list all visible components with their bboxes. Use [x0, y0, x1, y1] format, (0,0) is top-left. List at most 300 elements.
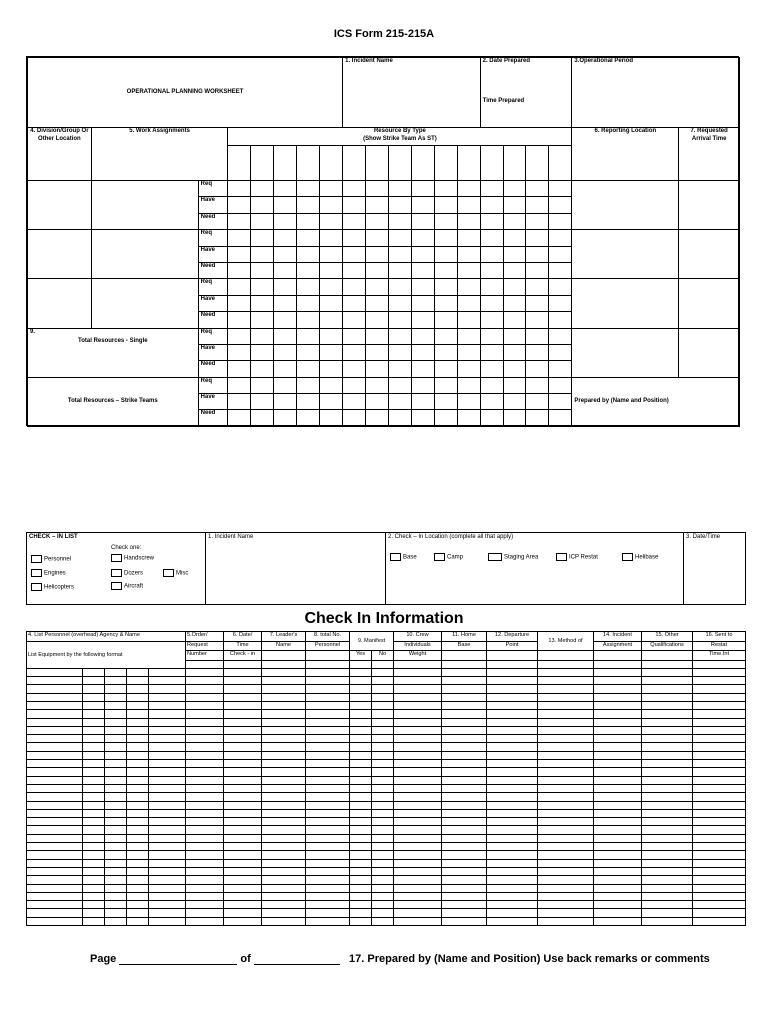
entry-cell[interactable]: [538, 843, 594, 851]
entry-cell[interactable]: [186, 892, 224, 900]
misc-checkbox[interactable]: [163, 569, 174, 577]
option-misc[interactable]: [163, 569, 188, 578]
entry-cell[interactable]: [105, 917, 127, 925]
entry-cell[interactable]: [186, 784, 224, 792]
resource-count-cell[interactable]: [228, 279, 251, 295]
resource-count-cell[interactable]: [503, 279, 526, 295]
entry-cell[interactable]: [224, 668, 262, 676]
resource-count-cell[interactable]: [411, 295, 434, 311]
entry-cell[interactable]: [693, 818, 746, 826]
entry-cell[interactable]: [442, 793, 487, 801]
resource-count-cell[interactable]: [388, 262, 411, 278]
entry-cell[interactable]: [442, 801, 487, 809]
option-dozers[interactable]: [111, 569, 143, 578]
resource-count-cell[interactable]: [549, 246, 572, 262]
entry-cell[interactable]: [642, 818, 693, 826]
resource-count-cell[interactable]: [411, 394, 434, 410]
resource-count-cell[interactable]: [228, 213, 251, 229]
entry-cell[interactable]: [149, 677, 186, 685]
resource-count-cell[interactable]: [549, 279, 572, 295]
entry-cell[interactable]: [186, 701, 224, 709]
resource-count-cell[interactable]: [366, 377, 389, 393]
resource-count-cell[interactable]: [251, 279, 274, 295]
entry-cell[interactable]: [487, 884, 538, 892]
entry-cell[interactable]: [394, 809, 442, 817]
entry-cell[interactable]: [594, 710, 642, 718]
location-helibase[interactable]: [622, 553, 658, 562]
entry-cell[interactable]: [127, 760, 149, 768]
resource-count-cell[interactable]: [320, 197, 343, 213]
division-cell[interactable]: [28, 181, 92, 230]
entry-cell[interactable]: [149, 834, 186, 842]
entry-cell[interactable]: [262, 685, 306, 693]
resource-count-cell[interactable]: [366, 410, 389, 426]
entry-cell[interactable]: [105, 726, 127, 734]
entry-cell[interactable]: [149, 884, 186, 892]
resource-count-cell[interactable]: [457, 230, 480, 246]
helibase-checkbox[interactable]: [622, 553, 633, 561]
resource-count-cell[interactable]: [503, 410, 526, 426]
option-engines[interactable]: [31, 569, 66, 578]
entry-cell[interactable]: [372, 718, 394, 726]
entry-cell[interactable]: [594, 901, 642, 909]
entry-cell[interactable]: [186, 735, 224, 743]
resource-count-cell[interactable]: [549, 197, 572, 213]
entry-cell[interactable]: [594, 751, 642, 759]
entry-cell[interactable]: [538, 901, 594, 909]
entry-cell[interactable]: [442, 909, 487, 917]
resource-count-cell[interactable]: [388, 279, 411, 295]
entry-cell[interactable]: [105, 677, 127, 685]
work-assignment-cell[interactable]: [91, 230, 198, 279]
entry-cell[interactable]: [149, 735, 186, 743]
entry-cell[interactable]: [350, 867, 372, 875]
entry-cell[interactable]: [262, 876, 306, 884]
entry-cell[interactable]: [693, 892, 746, 900]
entry-cell[interactable]: [594, 909, 642, 917]
entry-cell[interactable]: [538, 751, 594, 759]
entry-cell[interactable]: [594, 801, 642, 809]
entry-cell[interactable]: [83, 884, 105, 892]
entry-cell[interactable]: [394, 685, 442, 693]
entry-cell[interactable]: [350, 784, 372, 792]
entry-cell[interactable]: [350, 859, 372, 867]
arrival-time-cell[interactable]: [679, 181, 740, 230]
resource-count-cell[interactable]: [457, 295, 480, 311]
entry-cell[interactable]: [372, 834, 394, 842]
resource-count-cell[interactable]: [411, 328, 434, 344]
entry-cell[interactable]: [127, 776, 149, 784]
entry-cell[interactable]: [262, 768, 306, 776]
entry-cell[interactable]: [83, 726, 105, 734]
entry-cell[interactable]: [594, 768, 642, 776]
resource-count-cell[interactable]: [320, 377, 343, 393]
entry-cell[interactable]: [693, 909, 746, 917]
entry-cell[interactable]: [487, 677, 538, 685]
entry-cell[interactable]: [487, 809, 538, 817]
resource-count-cell[interactable]: [343, 295, 366, 311]
entry-cell[interactable]: [83, 876, 105, 884]
resource-count-cell[interactable]: [434, 394, 457, 410]
arrival-time-cell[interactable]: [679, 328, 740, 377]
entry-cell[interactable]: [394, 701, 442, 709]
entry-cell[interactable]: [149, 901, 186, 909]
entry-cell[interactable]: [487, 793, 538, 801]
entry-cell[interactable]: [262, 693, 306, 701]
entry-cell[interactable]: [442, 768, 487, 776]
entry-cell[interactable]: [487, 876, 538, 884]
resource-count-cell[interactable]: [320, 246, 343, 262]
entry-cell[interactable]: [27, 726, 83, 734]
entry-cell[interactable]: [83, 851, 105, 859]
resource-count-cell[interactable]: [251, 181, 274, 197]
entry-cell[interactable]: [538, 743, 594, 751]
resource-count-cell[interactable]: [320, 312, 343, 328]
entry-cell[interactable]: [594, 809, 642, 817]
entry-cell[interactable]: [186, 843, 224, 851]
entry-cell[interactable]: [27, 859, 83, 867]
entry-cell[interactable]: [306, 726, 350, 734]
entry-cell[interactable]: [306, 834, 350, 842]
entry-cell[interactable]: [594, 818, 642, 826]
entry-cell[interactable]: [594, 743, 642, 751]
resource-count-cell[interactable]: [251, 344, 274, 360]
entry-cell[interactable]: [27, 685, 83, 693]
entry-cell[interactable]: [127, 876, 149, 884]
resource-count-cell[interactable]: [503, 377, 526, 393]
resource-count-cell[interactable]: [549, 295, 572, 311]
entry-cell[interactable]: [27, 801, 83, 809]
entry-cell[interactable]: [594, 859, 642, 867]
entry-cell[interactable]: [105, 867, 127, 875]
resource-count-cell[interactable]: [366, 279, 389, 295]
entry-cell[interactable]: [487, 743, 538, 751]
resource-count-cell[interactable]: [503, 344, 526, 360]
entry-cell[interactable]: [262, 826, 306, 834]
entry-cell[interactable]: [262, 851, 306, 859]
entry-cell[interactable]: [372, 909, 394, 917]
entry-cell[interactable]: [442, 901, 487, 909]
resource-count-cell[interactable]: [297, 181, 320, 197]
resource-count-cell[interactable]: [549, 361, 572, 377]
resource-count-cell[interactable]: [503, 312, 526, 328]
resource-count-cell[interactable]: [480, 230, 503, 246]
entry-cell[interactable]: [642, 884, 693, 892]
resource-count-cell[interactable]: [411, 246, 434, 262]
arrival-time-cell[interactable]: [679, 279, 740, 328]
entry-cell[interactable]: [105, 776, 127, 784]
entry-cell[interactable]: [105, 710, 127, 718]
dozers-checkbox[interactable]: [111, 569, 122, 577]
entry-cell[interactable]: [372, 660, 394, 668]
entry-cell[interactable]: [224, 735, 262, 743]
entry-cell[interactable]: [224, 743, 262, 751]
entry-cell[interactable]: [487, 718, 538, 726]
entry-cell[interactable]: [306, 685, 350, 693]
resource-type-cell[interactable]: [480, 146, 503, 181]
entry-cell[interactable]: [186, 818, 224, 826]
ws-date-prepared-cell[interactable]: [480, 58, 572, 128]
entry-cell[interactable]: [394, 735, 442, 743]
resource-count-cell[interactable]: [503, 295, 526, 311]
entry-cell[interactable]: [149, 793, 186, 801]
entry-cell[interactable]: [105, 760, 127, 768]
resource-count-cell[interactable]: [251, 394, 274, 410]
entry-cell[interactable]: [127, 735, 149, 743]
entry-cell[interactable]: [83, 834, 105, 842]
resource-count-cell[interactable]: [480, 197, 503, 213]
entry-cell[interactable]: [394, 760, 442, 768]
entry-cell[interactable]: [224, 718, 262, 726]
cell-blank[interactable]: [594, 651, 642, 661]
entry-cell[interactable]: [262, 784, 306, 792]
entry-cell[interactable]: [127, 668, 149, 676]
entry-cell[interactable]: [83, 685, 105, 693]
entry-cell[interactable]: [442, 884, 487, 892]
entry-cell[interactable]: [306, 876, 350, 884]
entry-cell[interactable]: [487, 735, 538, 743]
entry-cell[interactable]: [306, 851, 350, 859]
entry-cell[interactable]: [224, 826, 262, 834]
entry-cell[interactable]: [642, 677, 693, 685]
entry-cell[interactable]: [642, 685, 693, 693]
reporting-location-cell[interactable]: [572, 181, 679, 230]
resource-type-cell[interactable]: [343, 146, 366, 181]
resource-count-cell[interactable]: [251, 262, 274, 278]
resource-type-cell[interactable]: [411, 146, 434, 181]
resource-type-cell[interactable]: [526, 146, 549, 181]
entry-cell[interactable]: [538, 834, 594, 842]
entry-cell[interactable]: [27, 668, 83, 676]
resource-count-cell[interactable]: [388, 213, 411, 229]
entry-cell[interactable]: [642, 768, 693, 776]
entry-cell[interactable]: [538, 760, 594, 768]
resource-count-cell[interactable]: [480, 312, 503, 328]
entry-cell[interactable]: [105, 892, 127, 900]
entry-cell[interactable]: [594, 884, 642, 892]
entry-cell[interactable]: [538, 826, 594, 834]
entry-cell[interactable]: [105, 851, 127, 859]
entry-cell[interactable]: [693, 834, 746, 842]
resource-count-cell[interactable]: [228, 394, 251, 410]
entry-cell[interactable]: [262, 909, 306, 917]
entry-cell[interactable]: [350, 901, 372, 909]
entry-cell[interactable]: [127, 726, 149, 734]
entry-cell[interactable]: [224, 809, 262, 817]
entry-cell[interactable]: [262, 809, 306, 817]
entry-cell[interactable]: [372, 685, 394, 693]
resource-count-cell[interactable]: [228, 377, 251, 393]
entry-cell[interactable]: [693, 660, 746, 668]
entry-cell[interactable]: [372, 843, 394, 851]
entry-cell[interactable]: [83, 776, 105, 784]
entry-cell[interactable]: [224, 901, 262, 909]
entry-cell[interactable]: [642, 843, 693, 851]
resource-count-cell[interactable]: [343, 197, 366, 213]
entry-cell[interactable]: [642, 726, 693, 734]
entry-cell[interactable]: [350, 726, 372, 734]
entry-cell[interactable]: [27, 735, 83, 743]
entry-cell[interactable]: [186, 909, 224, 917]
entry-cell[interactable]: [538, 809, 594, 817]
entry-cell[interactable]: [262, 726, 306, 734]
entry-cell[interactable]: [594, 851, 642, 859]
resource-count-cell[interactable]: [251, 312, 274, 328]
entry-cell[interactable]: [442, 660, 487, 668]
entry-cell[interactable]: [149, 718, 186, 726]
entry-cell[interactable]: [693, 867, 746, 875]
entry-cell[interactable]: [693, 743, 746, 751]
resource-count-cell[interactable]: [549, 410, 572, 426]
entry-cell[interactable]: [350, 768, 372, 776]
entry-cell[interactable]: [538, 677, 594, 685]
entry-cell[interactable]: [262, 660, 306, 668]
resource-count-cell[interactable]: [457, 377, 480, 393]
entry-cell[interactable]: [442, 693, 487, 701]
entry-cell[interactable]: [372, 884, 394, 892]
entry-cell[interactable]: [372, 818, 394, 826]
entry-cell[interactable]: [186, 867, 224, 875]
resource-count-cell[interactable]: [434, 246, 457, 262]
entry-cell[interactable]: [394, 884, 442, 892]
entry-cell[interactable]: [594, 834, 642, 842]
entry-cell[interactable]: [224, 917, 262, 925]
resource-count-cell[interactable]: [343, 328, 366, 344]
entry-cell[interactable]: [186, 743, 224, 751]
entry-cell[interactable]: [83, 710, 105, 718]
resource-count-cell[interactable]: [503, 394, 526, 410]
entry-cell[interactable]: [693, 901, 746, 909]
entry-cell[interactable]: [262, 776, 306, 784]
entry-cell[interactable]: [127, 768, 149, 776]
entry-cell[interactable]: [372, 768, 394, 776]
resource-type-cell[interactable]: [388, 146, 411, 181]
cell-blank[interactable]: [642, 651, 693, 661]
entry-cell[interactable]: [594, 867, 642, 875]
staging-area-checkbox[interactable]: [488, 553, 502, 561]
resource-count-cell[interactable]: [251, 197, 274, 213]
resource-count-cell[interactable]: [366, 361, 389, 377]
entry-cell[interactable]: [127, 743, 149, 751]
entry-cell[interactable]: [442, 776, 487, 784]
entry-cell[interactable]: [372, 793, 394, 801]
resource-count-cell[interactable]: [297, 262, 320, 278]
resource-count-cell[interactable]: [434, 262, 457, 278]
entry-cell[interactable]: [186, 718, 224, 726]
resource-count-cell[interactable]: [228, 361, 251, 377]
entry-cell[interactable]: [693, 760, 746, 768]
entry-cell[interactable]: [394, 901, 442, 909]
entry-cell[interactable]: [83, 843, 105, 851]
resource-count-cell[interactable]: [343, 213, 366, 229]
resource-count-cell[interactable]: [503, 213, 526, 229]
entry-cell[interactable]: [693, 693, 746, 701]
resource-count-cell[interactable]: [411, 279, 434, 295]
resource-count-cell[interactable]: [366, 213, 389, 229]
entry-cell[interactable]: [83, 693, 105, 701]
entry-cell[interactable]: [538, 917, 594, 925]
resource-count-cell[interactable]: [480, 213, 503, 229]
resource-type-cell[interactable]: [228, 146, 251, 181]
entry-cell[interactable]: [372, 826, 394, 834]
resource-count-cell[interactable]: [366, 262, 389, 278]
entry-cell[interactable]: [105, 859, 127, 867]
entry-cell[interactable]: [372, 726, 394, 734]
entry-cell[interactable]: [350, 743, 372, 751]
entry-cell[interactable]: [306, 693, 350, 701]
entry-cell[interactable]: [105, 876, 127, 884]
entry-cell[interactable]: [27, 843, 83, 851]
entry-cell[interactable]: [487, 892, 538, 900]
resource-count-cell[interactable]: [297, 394, 320, 410]
resource-count-cell[interactable]: [434, 279, 457, 295]
entry-cell[interactable]: [538, 793, 594, 801]
entry-cell[interactable]: [127, 718, 149, 726]
entry-cell[interactable]: [594, 735, 642, 743]
resource-count-cell[interactable]: [434, 181, 457, 197]
entry-cell[interactable]: [350, 809, 372, 817]
resource-count-cell[interactable]: [297, 328, 320, 344]
entry-cell[interactable]: [487, 751, 538, 759]
entry-cell[interactable]: [693, 768, 746, 776]
entry-cell[interactable]: [394, 867, 442, 875]
entry-cell[interactable]: [442, 668, 487, 676]
entry-cell[interactable]: [306, 751, 350, 759]
entry-cell[interactable]: [105, 701, 127, 709]
resource-count-cell[interactable]: [343, 410, 366, 426]
entry-cell[interactable]: [693, 677, 746, 685]
ci-incident-name-cell[interactable]: [206, 533, 386, 605]
entry-cell[interactable]: [594, 701, 642, 709]
cell-blank[interactable]: [487, 651, 538, 661]
entry-cell[interactable]: [149, 693, 186, 701]
entry-cell[interactable]: [693, 809, 746, 817]
entry-cell[interactable]: [224, 843, 262, 851]
entry-cell[interactable]: [27, 710, 83, 718]
entry-cell[interactable]: [27, 809, 83, 817]
resource-count-cell[interactable]: [388, 295, 411, 311]
entry-cell[interactable]: [394, 693, 442, 701]
entry-cell[interactable]: [27, 793, 83, 801]
entry-cell[interactable]: [27, 851, 83, 859]
resource-count-cell[interactable]: [320, 230, 343, 246]
entry-cell[interactable]: [224, 859, 262, 867]
entry-cell[interactable]: [306, 718, 350, 726]
resource-count-cell[interactable]: [297, 344, 320, 360]
resource-count-cell[interactable]: [434, 361, 457, 377]
resource-count-cell[interactable]: [388, 197, 411, 213]
entry-cell[interactable]: [127, 801, 149, 809]
entry-cell[interactable]: [105, 901, 127, 909]
entry-cell[interactable]: [350, 685, 372, 693]
entry-cell[interactable]: [306, 660, 350, 668]
entry-cell[interactable]: [83, 735, 105, 743]
location-camp[interactable]: [434, 553, 463, 562]
resource-count-cell[interactable]: [274, 230, 297, 246]
entry-cell[interactable]: [442, 834, 487, 842]
entry-cell[interactable]: [350, 718, 372, 726]
entry-cell[interactable]: [27, 901, 83, 909]
entry-cell[interactable]: [149, 751, 186, 759]
resource-count-cell[interactable]: [526, 361, 549, 377]
entry-cell[interactable]: [83, 901, 105, 909]
entry-cell[interactable]: [224, 909, 262, 917]
entry-cell[interactable]: [394, 743, 442, 751]
entry-cell[interactable]: [442, 892, 487, 900]
entry-cell[interactable]: [442, 743, 487, 751]
entry-cell[interactable]: [394, 892, 442, 900]
entry-cell[interactable]: [442, 809, 487, 817]
